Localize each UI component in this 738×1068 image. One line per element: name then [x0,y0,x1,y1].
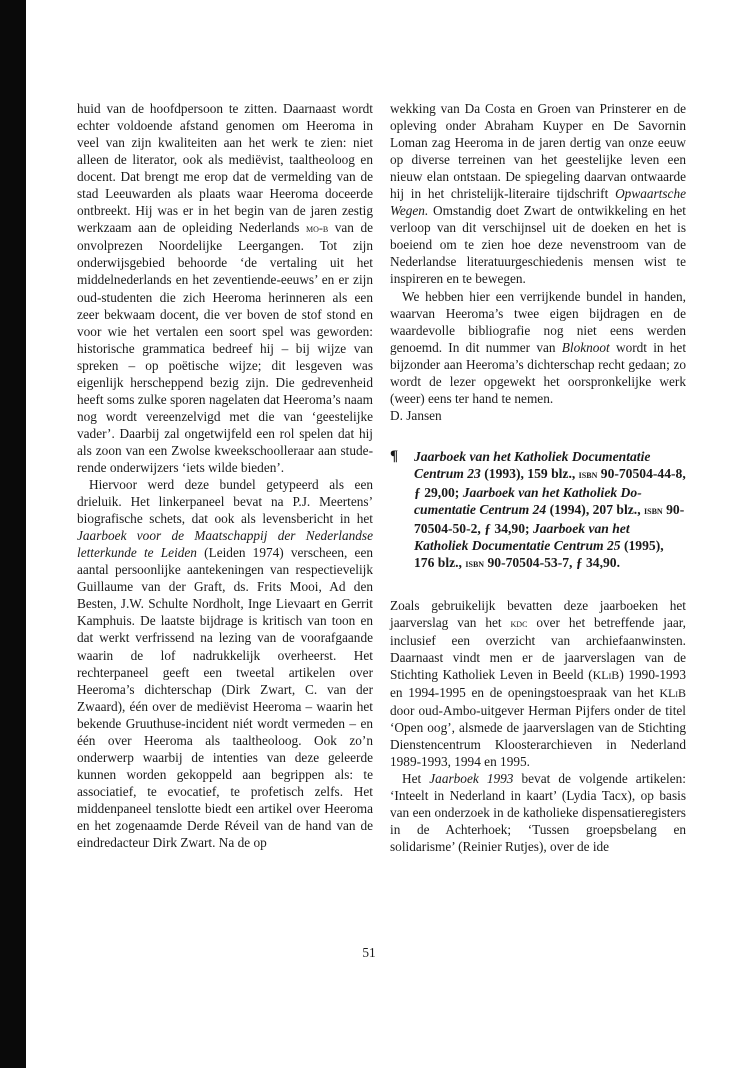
jaarboek-1993-title: Jaarboek 1993 [429,771,514,787]
review-heading: ¶ Jaarboek van het Katholiek Documentatie Centrum 23 (1993), 159 blz., isbn 90-70504-44-8, ƒ 29,00; Jaarboek van het Katholiek Documentatie Centrum 24 (1994), 207 blz., isbn 90-70504-50-2, ƒ 34,90; Jaarboek van het Katholiek Documentatie Centrum 25 (1995), 176 blz., isbn 90-70504-53-7, ƒ 34,90. [390,447,686,571]
mo-b-abbrev: mo-b [305,221,329,236]
jaarboek-title: Jaarboek voor de Maatschappij der Nederlandse letterkunde te Leiden [77,528,373,561]
page-number: 51 [362,945,376,960]
left-paragraph-1: huid van de hoofdpersoon te zitten. Daarnaast wordt echter voldoende afstand genomen om Heeroma in veel van zijn kwaliteiten aan het werk te zien: niet alleen de literator, ook als mediëvist, taaltheoloog en docent. Dat brengt me erop dat de vermelding van de stad Leeuwarden als plaats waar Heeroma doceerde ontbreekt. Hij was er in het begin van de jaren zestig werkzaam aan de opleiding Nederlands mo-b van de onvolprezen Noordelijke Leergangen. Tot zijn onderwijsgebied behoorde ‘de vertaling uit het middelnederlands en het zeventiende-eeuws’ en er zijn oud-studenten die zich Heeroma herinneren als een zeer bekwaam docent, die ver boven de stof stond en voor wie het vertalen een soort spel was geworden: historische grammatica bedreef hij – bij wijze van spreken – op poëtische wijze; dit lesgeven was eigenlijk herscheppend bezig zijn. Die gedrevenheid heeft soms zulke sporen nagelaten dat Heeroma’s naam nog wordt vereenzelvigd met die van ‘geestelijke vader’. Daarbij zal ongetwijfeld een rol spelen dat hij als zoon van een Zwolse kweekschoolleraar aan studerende onderwijzers ‘iets wilde bieden’. [77,101,373,475]
left-column [77,100,373,851]
right-column [390,100,686,855]
opwaartsche-wegen-title: Opwaartsche Wegen. [390,186,686,219]
pilcrow-icon: ¶ [390,447,399,464]
bloknoot-title: Bloknoot [561,339,610,355]
left-paragraph-2: Hiervoor werd deze bundel getypeerd als een drieluik. Het linkerpaneel bevat na P.J. Meertens’ biografische schets, dat ook als levensbericht in het Jaarboek voor de Maatschappij der Nederlandse letterkunde te Leiden (Leiden 1974) verscheen, een aantal persoonlijke aantekeningen van respectievelijk Guillaume van der Graft, ds. Frits Mooi, Ad den Besten, J.W. Schulte Nordholt, Inge Lievaart en Gerrit Kamphuis. De laatste bijdrage is kritisch van toon en dat werkt verfrissend na lezing van de voorafgaande waarin de lof nadrukkelijk overheerst. Het rechterpaneel geeft een tweetal artikelen over Heeroma’s dichterschap (Dirk Zwart, C. van der Zwaard), één over de mediëvist Heeroma – waarin het bekende Gruuthuse-incident niét wordt vermeden – en één over Heeroma als taaltheoloog. Ook zo’n onderwerp waarbij de intenties van deze geleerde kunnen worden gekoppeld aan begrippen als: te associatief, te evocatief, te profetisch zelfs. Het middenpaneel tenslotte biedt een artikel over Heeroma en het zogenaamde Derde Réveil van de hand van de eindredacteur Dirk Zwart. Na de op [77,477,373,851]
right-paragraph-3: Zoals gebruikelijk bevatten deze jaarboeken het jaarverslag van het kdc over het betreffende jaar, inclusief een overzicht van archiefaanwinsten. Daarnaast vindt men er de jaarverslagen van de Stichting Katholiek Leven in Beeld (KLiB) 1990-1993 en 1994-1995 en de openingstoespraak van het KLiB door oud-Ambo-uitgever Herman Pijfers onder de titel ‘Open oog’, alsmede de jaarverslagen van de Stichting Dienstencentrum Kloosterarchieven in Nederland 1989-1993, 1994 en 1995. [390,597,686,770]
scan-edge-bar [0,0,26,1068]
right-paragraph-1: wekking van Da Costa en Groen van Prinsterer en de opleving onder Abraham Kuyper en De Savornin Loman zag Heeroma in de jaren dertig van onze eeuw op diverse terreinen van het geestelijke leven een nieuw elan ontstaan. De spiegeling daarvan ontwaarde hij in het christelijk-literaire tijdschrift Opwaartsche Wegen. Omstandig doet Zwart de ontwikkeling en het verloop van dit verschijnsel uit de doeken en het is boeiend om te zien hoe deze nevenstroom van de Nederlandse literatuurgeschiedenis mensen wist te inspireren en te bewegen. [390,101,686,287]
right-paragraph-4: Het Jaarboek 1993 bevat de volgende artikelen: ‘Inteelt in Nederland in kaart’ (Lydia Tacx), op basis van een onderzoek in de katholieke dispensatieregisters in de Achterhoek; ‘Tussen groepsbelang en solidarisme’ (Reinier Rutjes), over de ide [390,771,686,855]
review-signature: D. Jansen [390,407,442,423]
right-paragraph-2: We hebben hier een verrijkende bundel in handen, waarvan Heeroma’s twee eigen bijdragen en de waardevolle bibliografie nog niet eens werden genoemd. In dit nummer van Bloknoot wordt in het bijzonder aan Heeroma’s dichterschap recht gedaan; zo wordt de lezer opgewekt het oorspronkelijke werk (weer) eens ter hand te nemen. [390,288,687,406]
